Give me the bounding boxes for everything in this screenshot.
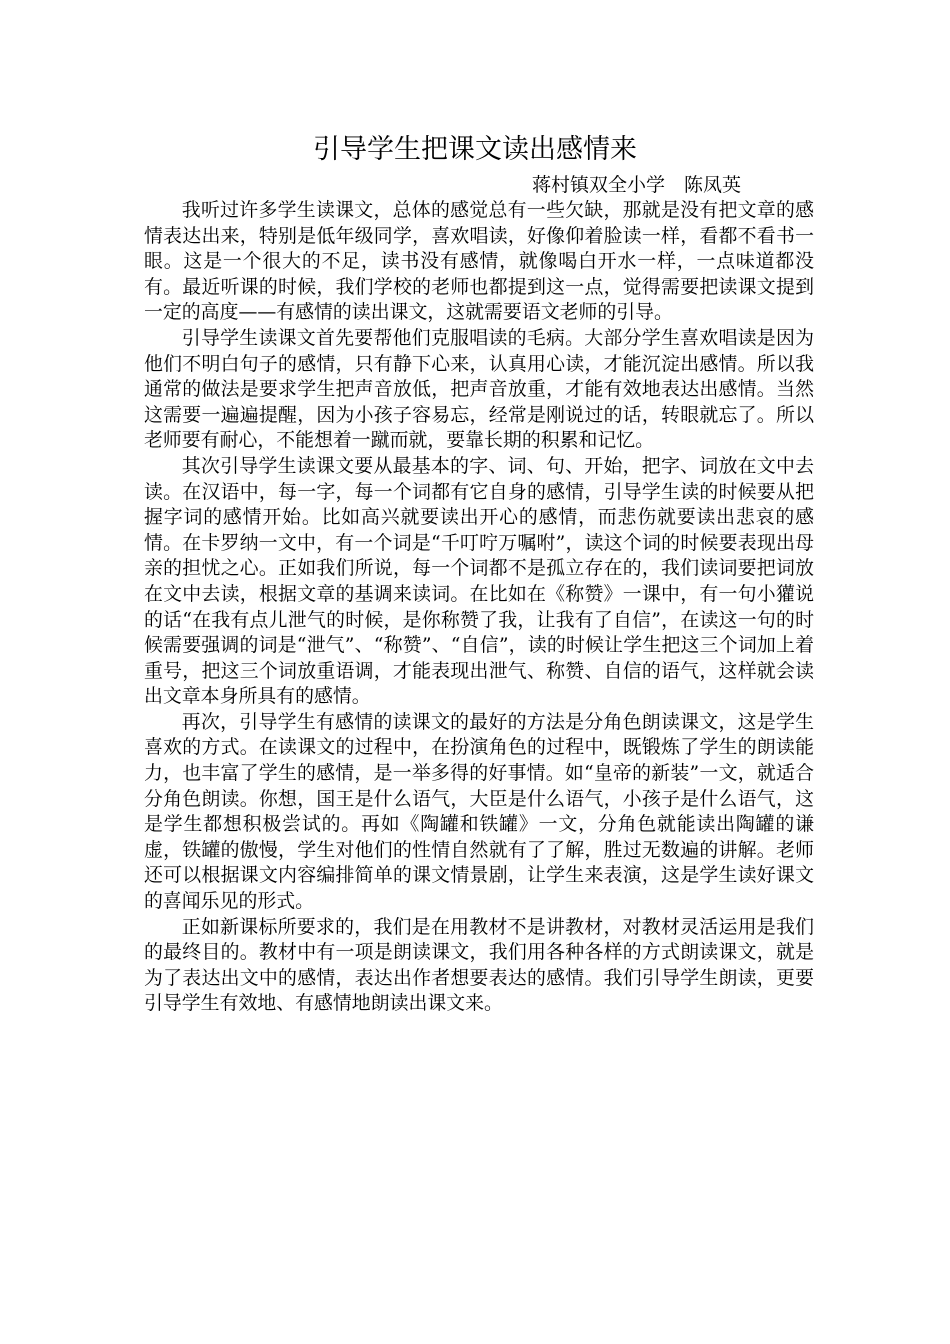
paragraph: 其次引导学生读课文要从最基本的字、词、句、开始，把字、词放在文中去读。在汉语中，每一字，每一个词都有它自身的感情，引导学生读的时候要从把握字词的感情开始。比如高兴就要读出开心的感情，而悲伤就要读出悲哀的感情。在卡罗纳一文中，有一个词是“千叮咛万嘱咐”，读这个词的时候要表现出母亲的担忧之心。正如我们所说，每一个词都不是孤立存在的，我们读词要把词放在文中去读，根据文章的基调来读词。在比如在《称赞》一课中，有一句小獾说的话“在我有点儿泄气的时候，是你称赞了我，让我有了自信”，在读这一句的时候需要强调的词是“泄气”、“称赞”、“自信”，读的时候让学生把这三个词加上着重号，把这三个词放重语调，才能表现出泄气、称赞、自信的语气，这样就会读出文章本身所具有的感情。 — [144, 454, 814, 708]
document-body — [144, 198, 814, 1017]
paragraph: 引导学生读课文首先要帮他们克服唱读的毛病。大部分学生喜欢唱读是因为他们不明白句子的感情，只有静下心来，认真用心读，才能沉淀出感情。所以我通常的做法是要求学生把声音放低，把声音放重，才能有效地表达出感情。当然这需要一遍遍提醒，因为小孩子容易忘，经常是刚说过的话，转眼就忘了。所以老师要有耐心，不能想着一蹴而就，要靠长期的积累和记忆。 — [144, 326, 814, 452]
paragraph: 我听过许多学生读课文，总体的感觉总有一些欠缺，那就是没有把文章的感情表达出来，特别是低年级同学，喜欢唱读，好像仰着脸读一样，看都不看书一眼。这是一个很大的不足，读书没有感情，就像喝白开水一样，一点味道都没有。最近听课的时候，我们学校的老师也都提到这一点，觉得需要把读课文提到一定的高度——有感情的读出课文，这就需要语文老师的引导。 — [144, 199, 814, 324]
paragraph: 正如新课标所要求的，我们是在用教材不是讲教材，对教材灵活运用是我们的最终目的。教材中有一项是朗读课文，我们用各种各样的方式朗读课文，就是为了表达出文中的感情，表达出作者想要表达的感情。我们引导学生朗读，更要引导学生有效地、有感情地朗读出课文来。 — [144, 915, 814, 1015]
paragraph: 再次，引导学生有感情的读课文的最好的方法是分角色朗读课文，这是学生喜欢的方式。在读课文的过程中，在扮演角色的过程中，既锻炼了学生的朗读能力，也丰富了学生的感情，是一举多得的好事情。如“皇帝的新装”一文，就适合分角色朗读。你想，国王是什么语气，大臣是什么语气，小孩子是什么语气，这是学生都想积极尝试的。再如《陶罐和铁罐》一文，分角色就能读出陶罐的谦虚，铁罐的傲慢，学生对他们的性情自然就有了了解，胜过无数遍的讲解。老师还可以根据课文内容编排简单的课文情景剧，让学生来表演，这是学生读好课文的喜闻乐见的形式。 — [144, 710, 814, 913]
document-title: 引导学生把课文读出感情来 — [313, 134, 637, 165]
author-byline: 蒋村镇双全小学 陈凤英 — [532, 174, 742, 196]
